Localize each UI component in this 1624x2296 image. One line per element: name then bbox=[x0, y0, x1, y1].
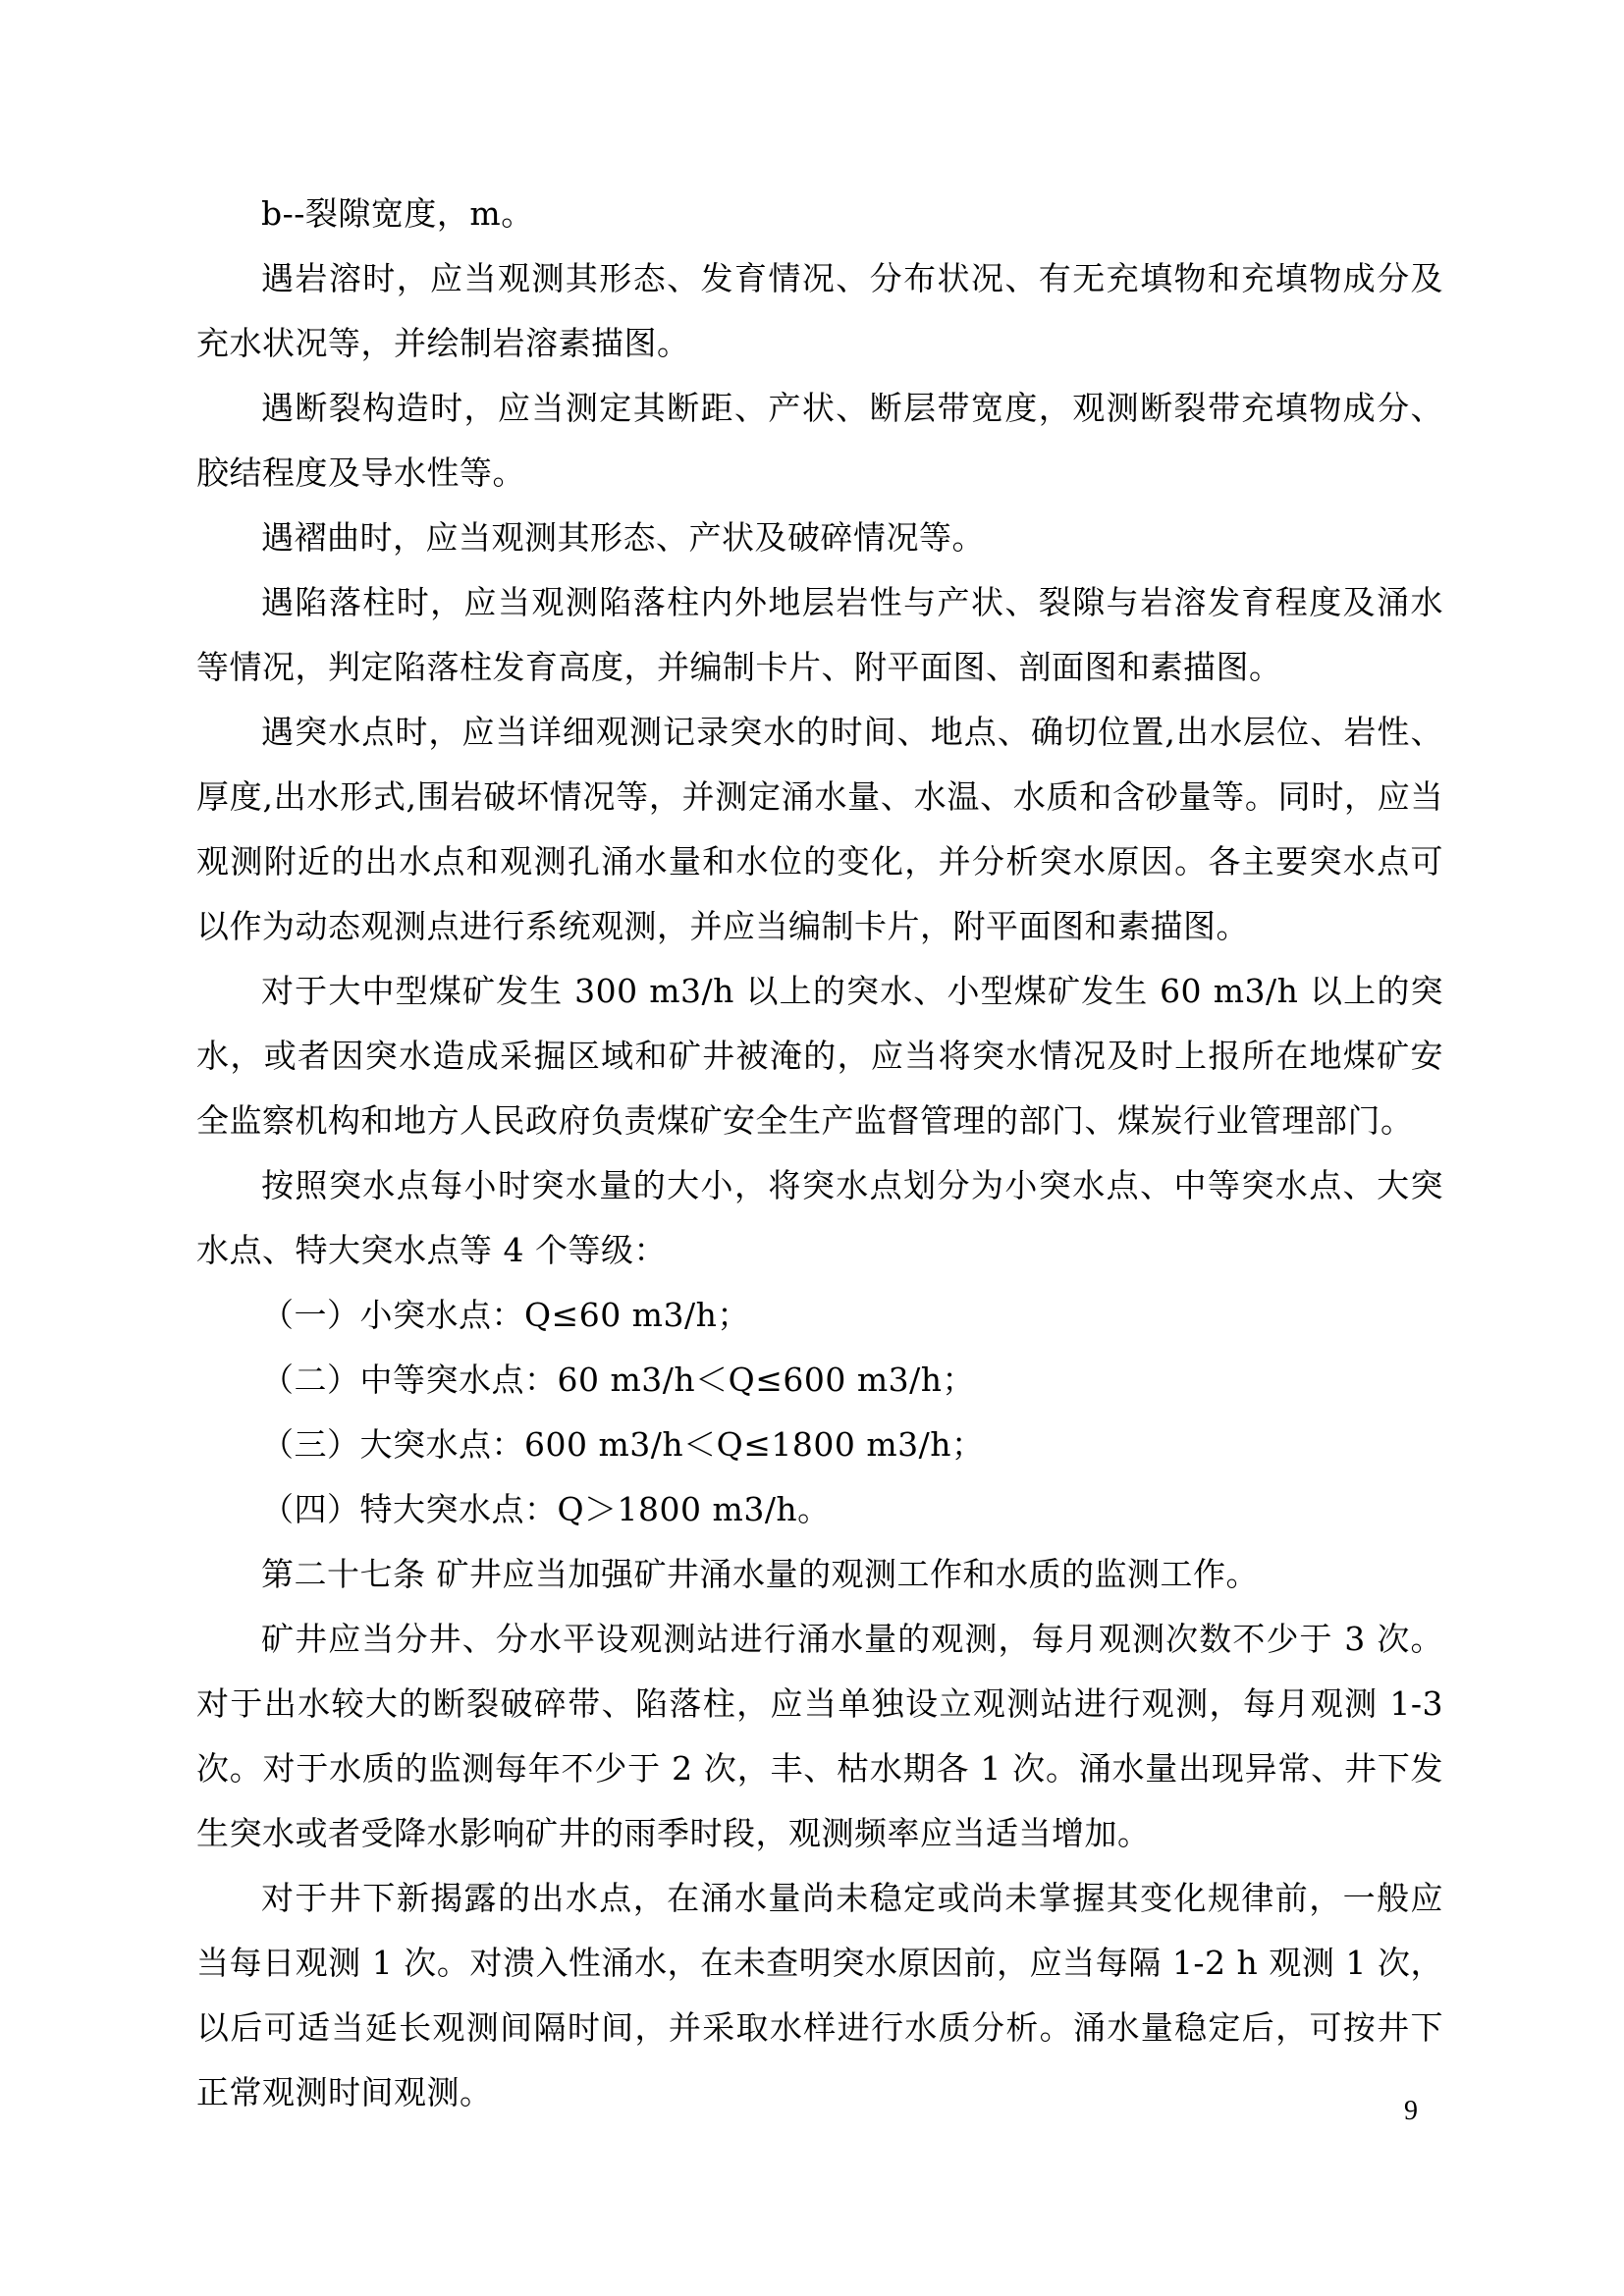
paragraph-fracture-width: b--裂隙宽度，m。 bbox=[261, 194, 534, 233]
paragraph-grade-intro: 按照突水点每小时突水量的大小，将突水点划分为小突水点、中等突水点、大突水点、特大突水点等 4 个等级： bbox=[196, 1166, 1443, 1269]
page-number: 9 bbox=[1404, 2096, 1418, 2126]
grade-item-medium: （二）中等突水点：60 m3/h＜Q≤600 m3/h； bbox=[261, 1361, 975, 1399]
paragraph-water-inrush-point: 遇突水点时，应当详细观测记录突水的时间、地点、确切位置,出水层位、岩性、厚度,出水形式,围岩破坏情况等，并测定涌水量、水温、水质和含砂量等。同时，应当观测附近的出水点和观测孔涌水量和水位的变化，并分析突水原因。各主要突水点可以作为动态观测点进行系统观测，并应当编制卡片，附平面图和素描图。 bbox=[196, 713, 1443, 945]
document-body bbox=[196, 182, 1443, 2125]
paragraph-collapse-column: 遇陷落柱时，应当观测陷落柱内外地层岩性与产状、裂隙与岩溶发育程度及涌水等情况，判定陷落柱发育高度，并编制卡片、附平面图、剖面图和素描图。 bbox=[196, 583, 1443, 686]
paragraph-fault: 遇断裂构造时，应当测定其断距、产状、断层带宽度，观测断裂带充填物成分、胶结程度及导水性等。 bbox=[196, 389, 1443, 492]
grade-item-extra-large: （四）特大突水点：Q＞1800 m3/h。 bbox=[261, 1490, 831, 1528]
paragraph-reporting: 对于大中型煤矿发生 300 m3/h 以上的突水、小型煤矿发生 60 m3/h 以上的突水，或者因突水造成采掘区域和矿井被淹的，应当将突水情况及时上报所在地煤矿安全监察机构和地方人民政府负责煤矿安全生产监督管理的部门、煤炭行业管理部门。 bbox=[196, 972, 1443, 1140]
paragraph-observation-stations: 矿井应当分井、分水平设观测站进行涌水量的观测，每月观测次数不少于 3 次。对于出水较大的断裂破碎带、陷落柱，应当单独设立观测站进行观测，每月观测 1-3 次。对于水质的监测每年不少于 2 次，丰、枯水期各 1 次。涌水量出现异常、井下发生突水或者受降水影响矿井的雨季时段，观测频率应当适当增加。 bbox=[196, 1620, 1443, 1852]
paragraph-new-water-points: 对于井下新揭露的出水点，在涌水量尚未稳定或尚未掌握其变化规律前，一般应当每日观测 1 次。对溃入性涌水，在未查明突水原因前，应当每隔 1-2 h 观测 1 次，以后可适当延长观测间隔时间，并采取水样进行水质分析。涌水量稳定后，可按井下正常观测时间观测。 bbox=[196, 1879, 1443, 2111]
grade-item-large: （三）大突水点：600 m3/h＜Q≤1800 m3/h； bbox=[261, 1425, 985, 1464]
paragraph-karst: 遇岩溶时，应当观测其形态、发育情况、分布状况、有无充填物和充填物成分及充水状况等，并绘制岩溶素描图。 bbox=[196, 259, 1443, 362]
article-27-heading: 第二十七条 矿井应当加强矿井涌水量的观测工作和水质的监测工作。 bbox=[261, 1555, 1259, 1593]
paragraph-fold: 遇褶曲时，应当观测其形态、产状及破碎情况等。 bbox=[261, 518, 985, 557]
grade-item-small: （一）小突水点：Q≤60 m3/h； bbox=[261, 1296, 750, 1334]
